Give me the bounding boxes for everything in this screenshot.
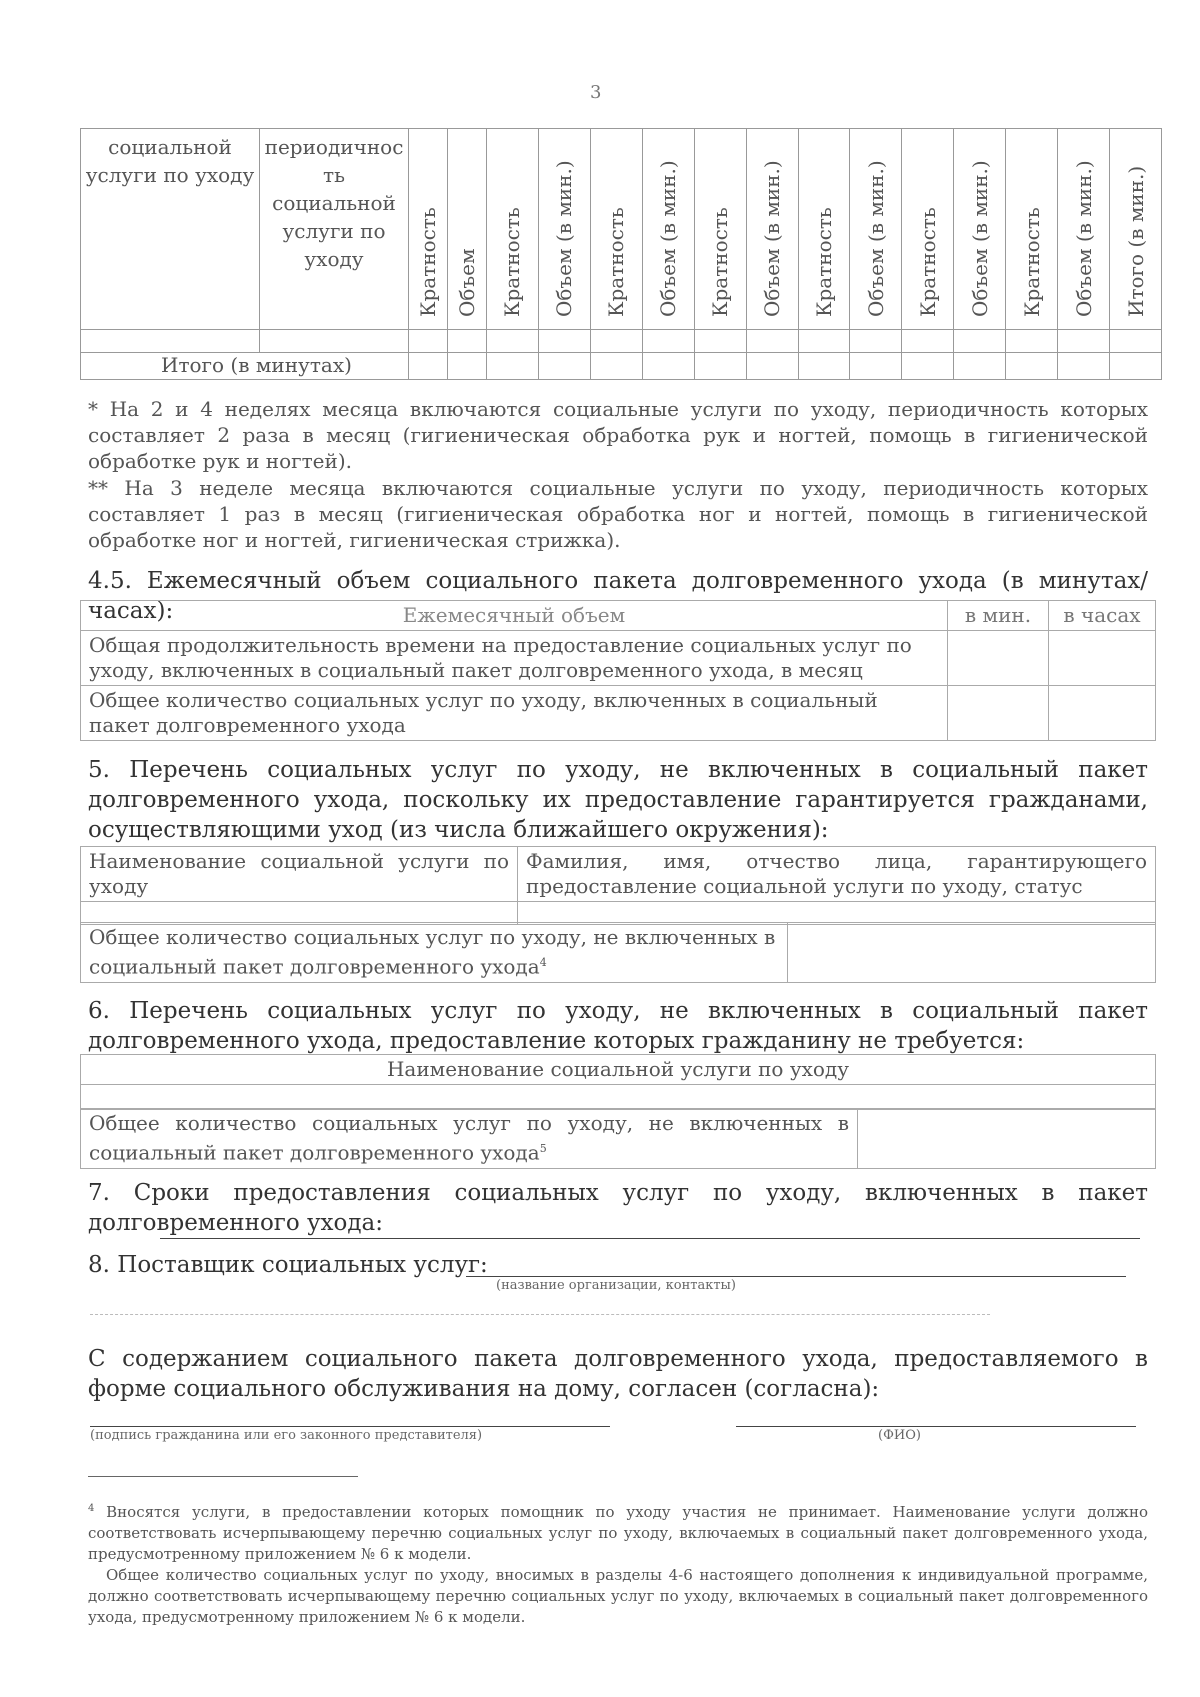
header-v3: Кратность: [487, 129, 539, 330]
footnote-divider: [88, 1476, 358, 1477]
table-header-row: [81, 129, 1162, 330]
total-label: Итого (в минутах): [81, 353, 409, 380]
provider-extra-line[interactable]: [90, 1314, 990, 1315]
section-5-total-value[interactable]: [788, 923, 1156, 983]
provider-hint: (название организации, контакты): [496, 1278, 736, 1293]
fio-hint: (ФИО): [878, 1428, 921, 1443]
section-7-text: 7. Сроки предоставления социальных услуг по уходу, включенных в пакет долговременного ухода:: [88, 1180, 1148, 1236]
header-v14: Объем (в мин.): [1058, 129, 1110, 330]
signature-field[interactable]: [90, 1426, 610, 1427]
care-services-table: [80, 128, 1162, 380]
consent-text: С содержанием социального пакета долговременного ухода, предоставляемого в форме социального обслуживания на дому, согласен (согласна):: [88, 1346, 1148, 1402]
header-v6: Объем (в мин.): [642, 129, 694, 330]
fio-field[interactable]: [736, 1426, 1136, 1427]
header-monthly-volume: Ежемесячный объем: [81, 601, 948, 631]
header-v13: Кратность: [1006, 129, 1058, 330]
section-6-table: [80, 1054, 1156, 1110]
section-6-total-table: [80, 1108, 1156, 1169]
section-8-label: 8. Поставщик социальных услуг:: [88, 1252, 488, 1278]
page-number: 3: [590, 82, 602, 103]
header-v8: Объем (в мин.): [746, 129, 798, 330]
table-row: [81, 330, 1162, 353]
header-v4: Объем (в мин.): [538, 129, 590, 330]
note-weeks-2-4: * На 2 и 4 неделях месяца включаются социальные услуги по уходу, периодичность которых составляет 2 раза в месяц (гигиеническая обработка рук и ногтей, помощь в гигиенической обработке рук и ногтей).: [88, 397, 1148, 473]
header-v5: Кратность: [590, 129, 642, 330]
value-hours-1[interactable]: [1049, 631, 1156, 686]
header-v15: Итого (в мин.): [1110, 129, 1162, 330]
header-service-name-6: Наименование социальной услуги по уходу: [81, 1055, 1156, 1085]
value-minutes-1[interactable]: [948, 631, 1049, 686]
total-row: [81, 353, 1162, 380]
row-total-count: Общее количество социальных услуг по уходу, включенных в социальный пакет долговременного ухода: [81, 686, 948, 741]
section-7-field[interactable]: [160, 1238, 1140, 1239]
note-week-3: ** На 3 неделе месяца включаются социальные услуги по уходу, периодичность которых составляет 1 раз в месяц (гигиеническая обработка ног и ногтей, помощь в гигиенической обработке ног и ногтей, гигиеническая стрижка).: [88, 476, 1148, 552]
header-service-name: Наименование социальной услуги по уходу: [81, 847, 518, 902]
section-5-title: 5. Перечень социальных услуг по уходу, не включенных в социальный пакет долговременного ухода, поскольку их предоставление гарантируется гражданами, осуществляющими уход (из числа ближайшего окружения):: [88, 757, 1148, 843]
row-total-duration: Общая продолжительность времени на предоставление социальных услуг по уходу, включенных в социальный пакет долговременного ухода, в месяц: [81, 631, 948, 686]
section-6-title: 6. Перечень социальных услуг по уходу, не включенных в социальный пакет долговременного ухода, предоставление которых гражданину не требуется:: [88, 998, 1148, 1054]
monthly-volume-table: [80, 600, 1156, 741]
value-hours-2[interactable]: [1049, 686, 1156, 741]
footnote-5: Общее количество социальных услуг по уходу, вносимых в разделы 4-6 настоящего дополнения к индивидуальной программе, должно соответствовать исчерпывающему перечню социальных услуг по уходу, включаемых в социальный пакет долговременного ухода, предусмотренному приложением № 6 к модели.: [88, 1566, 1148, 1626]
header-v12: Объем (в мин.): [954, 129, 1006, 330]
header-v10: Объем (в мин.): [850, 129, 902, 330]
header-hours: в часах: [1049, 601, 1156, 631]
section-6-total-value[interactable]: [858, 1109, 1156, 1169]
header-periodicity: периодичнос ть социальной услуги по уходу: [260, 129, 409, 330]
header-v2: Объем: [448, 129, 487, 330]
section-6-total-label: Общее количество социальных услуг по уходу, не включенных в социальный пакет долговременного ухода$^5$: [81, 1109, 858, 1169]
header-service: социальной услуги по уходу: [81, 129, 260, 330]
header-guarantor: Фамилия, имя, отчество лица, гарантирующего предоставление социальной услуги по уходу, статус: [518, 847, 1156, 902]
header-v1: Кратность: [409, 129, 448, 330]
provider-field[interactable]: [466, 1276, 1126, 1277]
section-4-5-title: 4.5. Ежемесячный объем социального пакета долговременного ухода (в минутах/часах):: [88, 568, 1148, 624]
section-5-total-table: [80, 922, 1156, 983]
section-5-table: [80, 846, 1156, 925]
header-v11: Кратность: [902, 129, 954, 330]
section-5-total-label: Общее количество социальных услуг по уходу, не включенных в социальный пакет долговременного ухода$^4$: [81, 923, 788, 983]
footnote-4: $^4$ Вносятся услуги, в предоставлении которых помощник по уходу участия не принимает. Наименование услуги должно соответствовать исчерпывающему перечню социальных услуг по уходу, включаемых в социальный пакет долговременного ухода, предусмотренному приложением № 6 к модели.: [88, 1503, 1148, 1563]
header-v7: Кратность: [694, 129, 746, 330]
value-minutes-2[interactable]: [948, 686, 1049, 741]
signature-hint: (подпись гражданина или его законного представителя): [90, 1428, 483, 1443]
header-v9: Кратность: [798, 129, 850, 330]
header-minutes: в мин.: [948, 601, 1049, 631]
